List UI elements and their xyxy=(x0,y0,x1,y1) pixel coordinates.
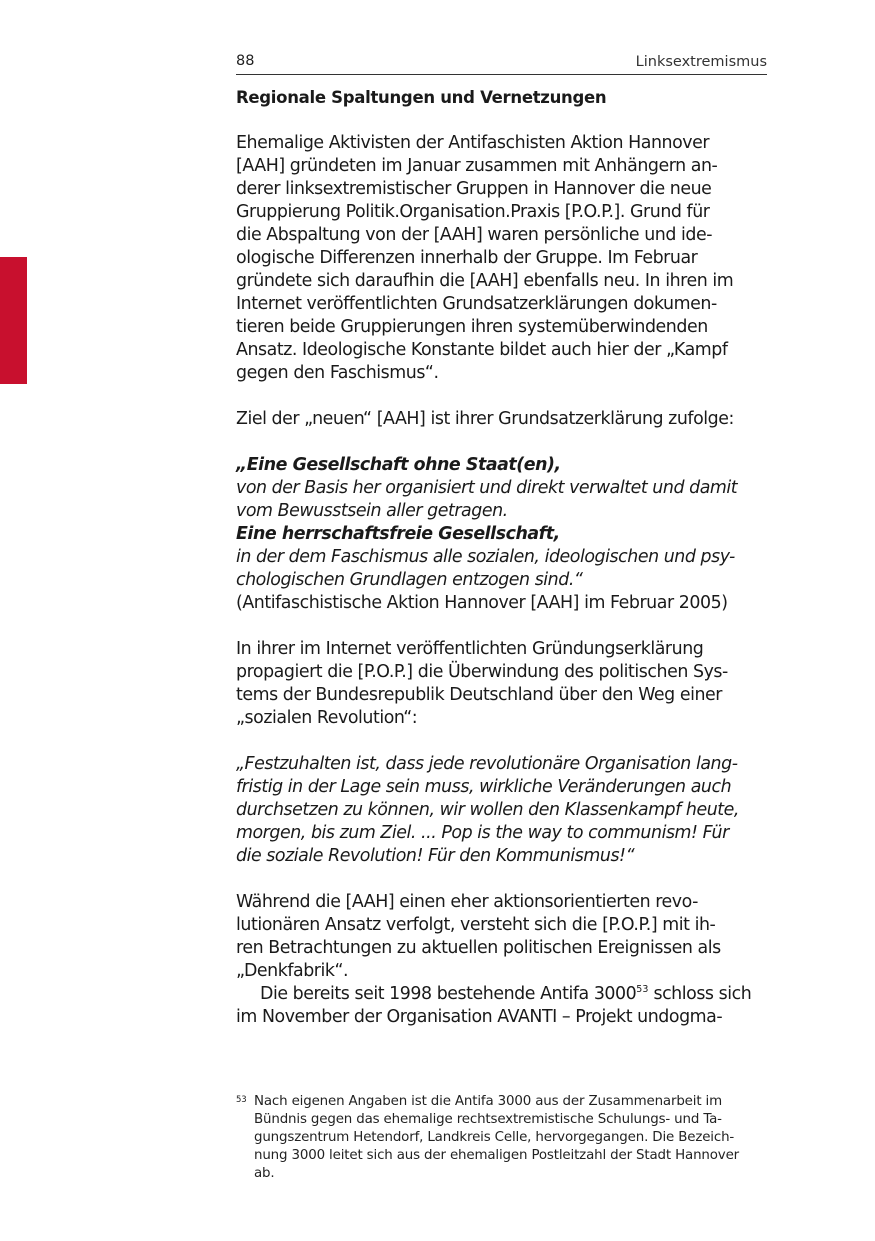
paragraph-4 xyxy=(236,891,776,983)
text-line: [AAH] gründeten im Januar zusammen mit Anhängern an- xyxy=(236,156,718,176)
footnote-line: ab. xyxy=(254,1166,275,1181)
quote-pop xyxy=(236,753,776,868)
page-number: 88 xyxy=(236,53,255,69)
quote-line: von der Basis her organisiert und direkt verwaltet und damit xyxy=(236,478,738,498)
quote-line: „Festzuhalten ist, dass jede revolutionäre Organisation lang- xyxy=(236,754,738,774)
paragraph-2: Ziel der „neuen“ [AAH] ist ihrer Grundsatzerklärung zufolge: xyxy=(236,409,734,429)
text-line: Ehemalige Aktivisten der Antifaschisten Aktion Hannover xyxy=(236,133,710,153)
footnote-line: gungszentrum Hetendorf, Landkreis Celle, hervorgegangen. Die Bezeich- xyxy=(254,1130,735,1145)
footnote-line: Bündnis gegen das ehemalige rechtsextremistische Schulungs- und Ta- xyxy=(254,1112,722,1127)
running-head: Linksextremismus xyxy=(635,54,767,70)
footnote-reference[interactable]: 53 xyxy=(636,984,649,995)
quote-source: (Antifaschistische Aktion Hannover [AAH] im Februar 2005) xyxy=(236,593,728,613)
text-line: tieren beide Gruppierungen ihren systemüberwindenden xyxy=(236,317,708,337)
text-line: ologische Differenzen innerhalb der Gruppe. Im Februar xyxy=(236,248,698,268)
footnote xyxy=(236,1093,776,1183)
text-line: die Abspaltung von der [AAH] waren persönliche und ide- xyxy=(236,225,713,245)
main-text xyxy=(236,86,776,1029)
quote-line: morgen, bis zum Ziel. ... Pop is the way to communism! Für xyxy=(236,823,729,843)
text-line: derer linksextremistischer Gruppen in Hannover die neue xyxy=(236,179,712,199)
text-line xyxy=(236,983,776,1006)
quote-line: in der dem Faschismus alle sozialen, ideologischen und psy- xyxy=(236,547,735,567)
paragraph-3 xyxy=(236,638,776,730)
text-line: propagiert die [P.O.P.] die Überwindung des politischen Sys- xyxy=(236,662,728,682)
text-line: Während die [AAH] einen eher aktionsorientierten revo- xyxy=(236,892,698,912)
paragraph-5 xyxy=(236,983,776,1029)
text-line: gründete sich daraufhin die [AAH] ebenfalls neu. In ihren im xyxy=(236,271,734,291)
text-span: schloss sich xyxy=(648,984,752,1004)
paragraph-1 xyxy=(236,132,776,385)
chapter-marker-tab xyxy=(0,257,27,384)
quote-line: fristig in der Lage sein muss, wirkliche Veränderungen auch xyxy=(236,777,732,797)
text-line: Gruppierung Politik.Organisation.Praxis [P.O.P.]. Grund für xyxy=(236,202,710,222)
quote-line: die soziale Revolution! Für den Kommunismus!“ xyxy=(236,846,635,866)
text-line: „sozialen Revolution“: xyxy=(236,708,418,728)
footnote-line: nung 3000 leitet sich aus der ehemaligen Postleitzahl der Stadt Hannover xyxy=(254,1148,740,1163)
quote-line: vom Bewusstsein aller getragen. xyxy=(236,501,508,521)
footnote-line: Nach eigenen Angaben ist die Antifa 3000 aus der Zusammenarbeit im xyxy=(254,1094,722,1109)
section-heading: Regionale Spaltungen und Vernetzungen xyxy=(236,88,607,107)
text-span: Die bereits seit 1998 bestehende Antifa 3000 xyxy=(260,984,637,1004)
quote-line: Eine herrschaftsfreie Gesellschaft, xyxy=(236,524,560,544)
footnote-number: 53 xyxy=(236,1095,247,1105)
text-line: Internet veröffentlichten Grundsatzerklärungen dokumen- xyxy=(236,294,717,314)
text-line: „Denkfabrik“. xyxy=(236,961,349,981)
quote-line: chologischen Grundlagen entzogen sind.“ xyxy=(236,570,583,590)
text-line: In ihrer im Internet veröffentlichten Gründungserklärung xyxy=(236,639,704,659)
quote-line: „Eine Gesellschaft ohne Staat(en), xyxy=(236,455,561,475)
text-line: lutionären Ansatz verfolgt, versteht sich die [P.O.P.] mit ih- xyxy=(236,915,716,935)
text-line: im November der Organisation AVANTI – Projekt undogma- xyxy=(236,1007,723,1027)
page-header xyxy=(236,52,767,75)
quote-aah xyxy=(236,454,776,615)
text-line: ren Betrachtungen zu aktuellen politischen Ereignissen als xyxy=(236,938,721,958)
text-line: gegen den Faschismus“. xyxy=(236,363,439,383)
text-line: tems der Bundesrepublik Deutschland über den Weg einer xyxy=(236,685,722,705)
quote-line: durchsetzen zu können, wir wollen den Klassenkampf heute, xyxy=(236,800,739,820)
text-line: Ansatz. Ideologische Konstante bildet auch hier der „Kampf xyxy=(236,340,728,360)
